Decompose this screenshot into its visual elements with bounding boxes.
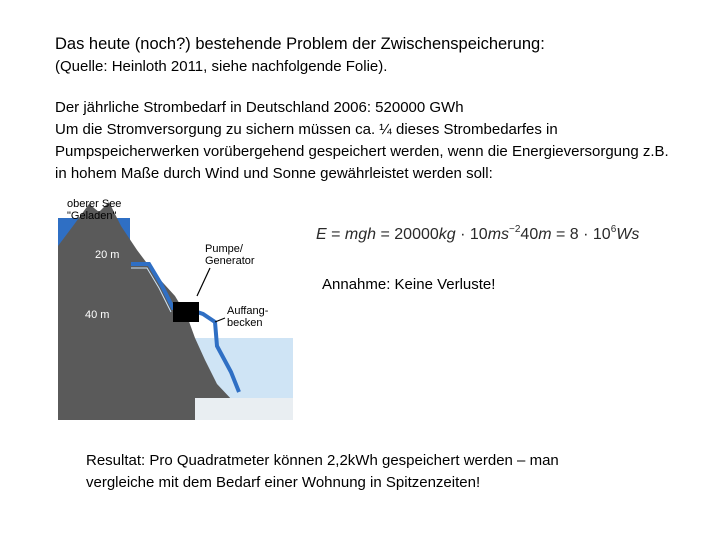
formula-g: · 10 [455, 226, 488, 243]
source-note: (Quelle: Heinloth 2011, siehe nachfolgende Folie). [55, 58, 388, 75]
formula-kg: kg [438, 226, 456, 243]
height-upper-label: 20 m [95, 249, 120, 261]
pump-generator-box [173, 302, 199, 322]
formula-mass: = 20000 [376, 226, 439, 243]
pumped-storage-diagram [55, 196, 295, 420]
upper-lake-label: oberer See [67, 198, 122, 210]
formula-exp-1: −2 [509, 224, 521, 235]
body-line: Pumpspeicherwerken vorübergehend gespeichert werden, wenn die Energieversorgung z.B. [55, 143, 669, 160]
body-line: Der jährliche Strombedarf in Deutschland 2006: 520000 GWh [55, 99, 464, 116]
formula-eq: = [326, 226, 345, 243]
generator-label: Generator [205, 255, 255, 267]
height-lower-label: 40 m [85, 309, 110, 321]
formula-e: E [316, 226, 327, 243]
slide-title: Das heute (noch?) bestehende Problem der Zwischenspeicherung: [55, 35, 545, 53]
result-line: vergleiche mit dem Bedarf einer Wohnung in Spitzenzeiten! [86, 474, 481, 491]
upper-lake-status: "Geladen" [67, 210, 117, 222]
pump-pointer [197, 268, 210, 296]
basin-label-2: becken [227, 317, 263, 329]
formula-height: 40 [520, 226, 539, 243]
body-line: in hohem Maße durch Wind und Sonne gewährleistet werden soll: [55, 165, 493, 182]
formula-ms: ms [487, 226, 510, 243]
energy-formula [316, 224, 639, 244]
formula-ws: Ws [616, 226, 640, 243]
body-line: Um die Stromversorgung zu sichern müssen ca. ¼ dieses Strombedarfes in [55, 121, 558, 138]
formula-result: = 8 · 10 [551, 226, 611, 243]
assumption-note: Annahme: Keine Verluste! [322, 276, 496, 293]
formula-exp-2: 6 [610, 224, 617, 235]
result-line: Resultat: Pro Quadratmeter können 2,2kWh gespeichert werden – man [86, 452, 559, 469]
ground [195, 398, 293, 420]
basin-label: Auffang- [227, 305, 269, 317]
formula-mgh: mgh [344, 226, 377, 243]
basin-pointer [215, 318, 225, 322]
formula-m: m [538, 226, 552, 243]
pump-label: Pumpe/ [205, 243, 243, 255]
